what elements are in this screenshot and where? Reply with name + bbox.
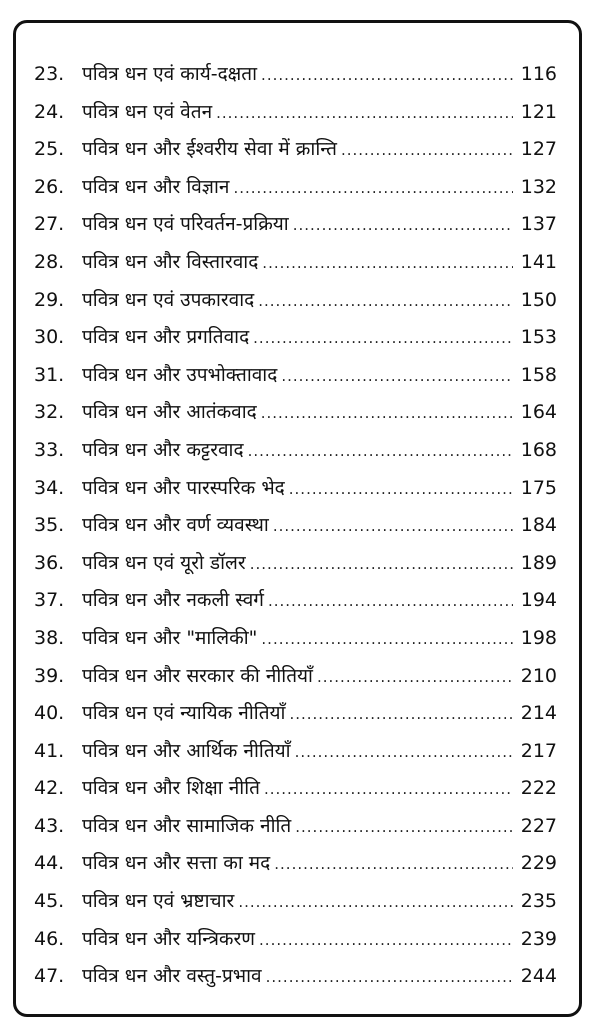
toc-entry — [34, 883, 557, 921]
dot-leader — [281, 358, 513, 396]
toc-entry — [34, 169, 557, 207]
toc-entry — [34, 808, 557, 846]
entry-number: 37. — [34, 589, 65, 612]
entry-page-number: 175 — [520, 476, 557, 499]
dot-leader — [274, 846, 513, 884]
toc-entry — [34, 94, 557, 132]
dot-leader — [289, 471, 513, 509]
entry-title: पवित्र धन एवं भ्रष्टाचार — [82, 890, 235, 913]
entry-title: पवित्र धन और सामाजिक नीति — [82, 814, 292, 837]
dot-leader — [259, 922, 513, 960]
entry-title: पवित्र धन एवं कार्य-दक्षता — [82, 63, 258, 85]
entry-title: पवित्र धन और नकली स्वर्ग — [82, 589, 264, 612]
dot-leader — [262, 245, 513, 283]
dot-leader — [273, 508, 513, 546]
entry-number: 36. — [34, 551, 65, 574]
entry-number: 23. — [34, 63, 65, 85]
entry-title: पवित्र धन और ईश्वरीय सेवा में क्रान्ति — [82, 138, 337, 161]
toc-entry — [34, 357, 557, 395]
entry-page-number: 227 — [520, 814, 557, 837]
entry-page-number: 198 — [520, 626, 557, 649]
entry-title: पवित्र धन और कट्टरवाद — [82, 438, 244, 461]
dot-leader — [250, 546, 513, 584]
entry-number: 34. — [34, 476, 65, 499]
dot-leader — [238, 884, 513, 922]
entry-number: 40. — [34, 702, 65, 725]
dot-leader — [258, 283, 513, 321]
toc-entry — [34, 432, 557, 470]
toc-entry — [34, 56, 557, 94]
toc-entry — [34, 733, 557, 771]
entry-title: पवित्र धन और आर्थिक नीतियाँ — [82, 739, 291, 762]
entry-title: पवित्र धन और सरकार की नीतियाँ — [82, 664, 313, 687]
entry-title: पवित्र धन और यन्त्रिकरण — [82, 927, 256, 950]
dot-leader — [295, 734, 513, 772]
entry-page-number: 235 — [520, 890, 557, 913]
entry-number: 47. — [34, 965, 65, 988]
dot-leader — [261, 395, 513, 433]
entry-title: पवित्र धन और आतंकवाद — [82, 401, 257, 424]
contents-frame — [13, 20, 582, 1017]
entry-title: पवित्र धन और वर्ण व्यवस्था — [82, 514, 269, 537]
dot-leader — [253, 320, 513, 358]
entry-page-number: 164 — [520, 401, 557, 424]
entry-page-number: 210 — [520, 664, 557, 687]
dot-leader — [248, 433, 513, 471]
dot-leader — [261, 621, 513, 659]
toc-entry — [34, 620, 557, 658]
entry-number: 24. — [34, 100, 65, 123]
toc-entry — [34, 658, 557, 696]
entry-number: 44. — [34, 852, 65, 875]
entry-number: 42. — [34, 777, 65, 800]
dot-leader — [264, 771, 513, 809]
entry-number: 45. — [34, 890, 65, 913]
entry-page-number: 222 — [520, 777, 557, 800]
entry-page-number: 229 — [520, 852, 557, 875]
entry-page-number: 239 — [520, 927, 557, 950]
entry-page-number: 189 — [520, 551, 557, 574]
entry-number: 41. — [34, 739, 65, 762]
entry-page-number: 194 — [520, 589, 557, 612]
entry-title: पवित्र धन और सत्ता का मद — [82, 852, 271, 875]
entry-number: 31. — [34, 363, 65, 386]
dot-leader — [216, 95, 513, 133]
entry-title: पवित्र धन और शिक्षा नीति — [82, 777, 260, 800]
entry-title: पवित्र धन एवं परिवर्तन-प्रक्रिया — [82, 213, 289, 236]
toc-entry — [34, 958, 557, 996]
dot-leader — [289, 696, 513, 734]
dot-leader — [233, 170, 513, 208]
toc-entry — [34, 770, 557, 808]
entry-number: 33. — [34, 438, 65, 461]
dot-leader — [261, 57, 513, 95]
entry-number: 46. — [34, 927, 65, 950]
toc-entry — [34, 394, 557, 432]
entry-number: 35. — [34, 514, 65, 537]
entry-title: पवित्र धन और विज्ञान — [82, 175, 230, 198]
entry-page-number: 214 — [520, 702, 557, 725]
entry-page-number: 141 — [520, 250, 557, 273]
entry-page-number: 132 — [520, 175, 557, 198]
entry-title: पवित्र धन और पारस्परिक भेद — [82, 476, 285, 499]
entry-title: पवित्र धन और उपभोक्तावाद — [82, 363, 278, 386]
entry-page-number: 121 — [520, 100, 557, 123]
entry-page-number: 153 — [520, 326, 557, 349]
entry-number: 38. — [34, 626, 65, 649]
toc-entry — [34, 582, 557, 620]
entry-title: पवित्र धन और प्रगतिवाद — [82, 326, 250, 349]
entry-page-number: 168 — [520, 438, 557, 461]
toc-entry — [34, 545, 557, 583]
entry-number: 27. — [34, 213, 65, 236]
dot-leader — [295, 809, 513, 847]
entry-number: 28. — [34, 250, 65, 273]
entry-title: पवित्र धन एवं यूरो डॉलर — [82, 551, 246, 574]
dot-leader — [268, 583, 513, 621]
entry-page-number: 127 — [520, 138, 557, 161]
entry-number: 39. — [34, 664, 65, 687]
toc-entry — [34, 131, 557, 169]
entry-page-number: 217 — [520, 739, 557, 762]
entry-page-number: 150 — [520, 288, 557, 311]
entry-title: पवित्र धन एवं वेतन — [82, 100, 213, 123]
dot-leader — [293, 207, 513, 245]
entry-title: पवित्र धन एवं उपकारवाद — [82, 288, 255, 311]
toc-entry — [34, 470, 557, 508]
toc-entry — [34, 244, 557, 282]
entry-number: 26. — [34, 175, 65, 198]
entry-page-number: 184 — [520, 514, 557, 537]
entry-number: 43. — [34, 814, 65, 837]
entry-title: पवित्र धन एवं न्यायिक नीतियाँ — [82, 702, 286, 725]
dot-leader — [266, 959, 513, 997]
toc-entry — [34, 507, 557, 545]
toc-entry — [34, 845, 557, 883]
entry-page-number: 116 — [520, 63, 557, 85]
toc-entry — [34, 206, 557, 244]
toc-entry — [34, 319, 557, 357]
entry-page-number: 244 — [520, 965, 557, 988]
toc-entry — [34, 695, 557, 733]
entry-number: 29. — [34, 288, 65, 311]
entry-title: पवित्र धन और वस्तु-प्रभाव — [82, 965, 262, 988]
entry-page-number: 137 — [520, 213, 557, 236]
entry-number: 25. — [34, 138, 65, 161]
entry-number: 30. — [34, 326, 65, 349]
entry-title: पवित्र धन और विस्तारवाद — [82, 250, 259, 273]
toc-entry — [34, 921, 557, 959]
table-of-contents — [34, 56, 557, 996]
entry-page-number: 158 — [520, 363, 557, 386]
dot-leader — [341, 132, 513, 170]
toc-entry — [34, 282, 557, 320]
dot-leader — [317, 659, 513, 697]
entry-number: 32. — [34, 401, 65, 424]
entry-title: पवित्र धन और "मालिकी" — [82, 626, 258, 649]
